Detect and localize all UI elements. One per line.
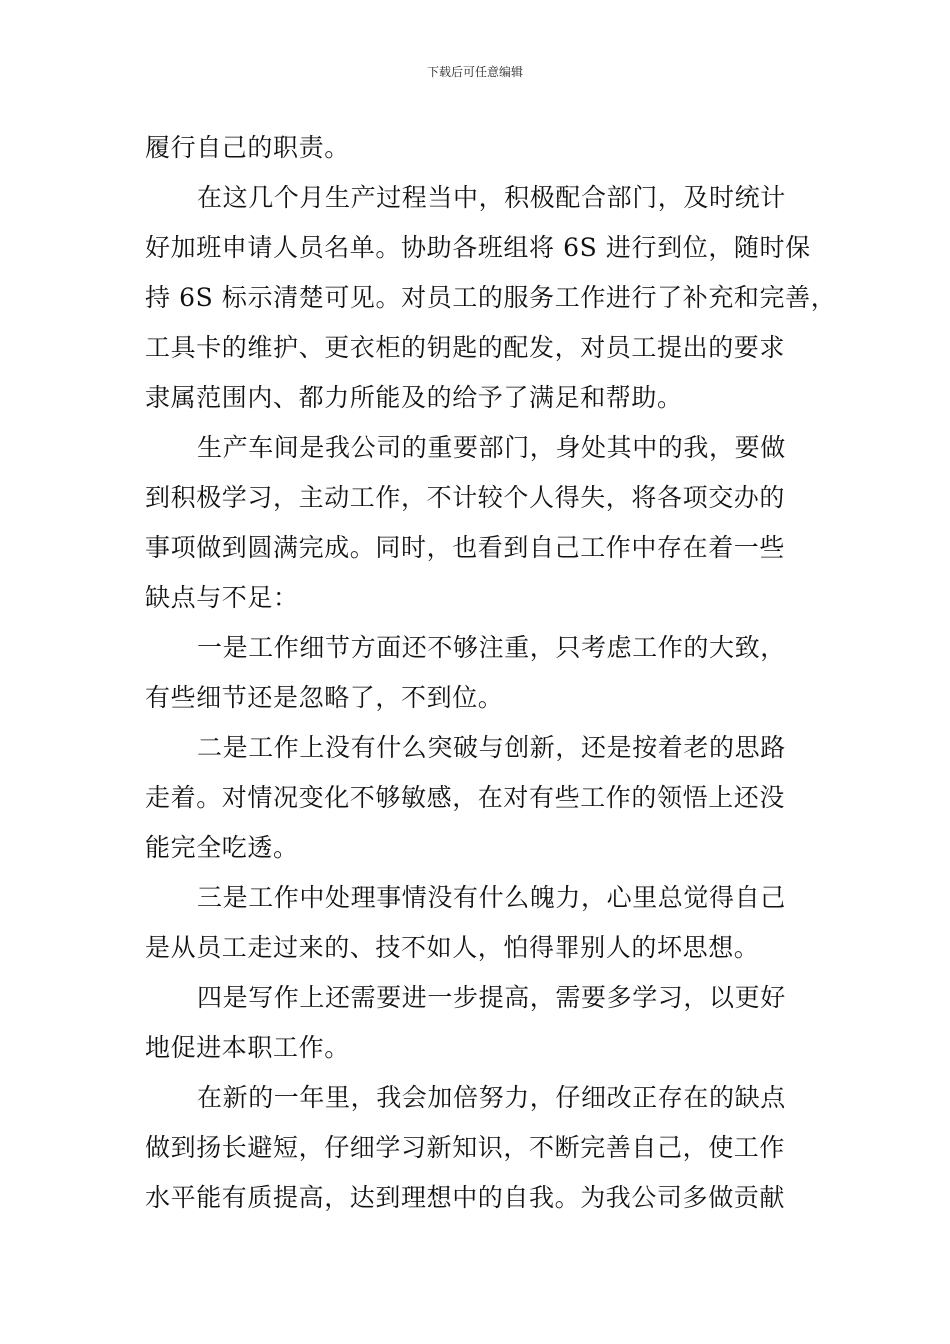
text-line: 有些细节还是忽略了，不到位。 [145,683,504,712]
paragraph-shortcoming-2 [145,723,815,873]
text-line: 在新的一年里，我会加倍努力，仔细改正存在的缺点 [197,1083,786,1112]
page-header: 下载后可任意编辑 [426,65,523,79]
paragraph-shortcoming-3 [145,873,815,973]
text-line: 隶属范围内、都力所能及的给予了满足和帮助。 [145,383,683,412]
paragraph-shortcoming-1 [145,623,815,723]
text-line: 地促进本职工作。 [145,1033,350,1062]
text-line: 生产车间是我公司的重要部门，身处其中的我，要做 [197,433,786,462]
text-line: 做到扬长避短，仔细学习新知识，不断完善自己，使工作 [145,1133,786,1162]
text-line: 能完全吃透。 [145,833,299,862]
text-line: 四是写作上还需要进一步提高，需要多学习，以更好 [197,983,786,1012]
text-line: 在这几个月生产过程当中，积极配合部门，及时统计 [197,183,786,212]
text-line: 履行自己的职责。 [145,133,350,162]
text-line: 二是工作上没有什么突破与创新，还是按着老的思路 [197,733,786,762]
paragraph-production-work [145,173,837,423]
text-line: 持 6S 标示清楚可见。对员工的服务工作进行了补充和完善， [145,283,837,312]
text-line: 好加班申请人员名单。协助各班组将 6S 进行到位，随时保 [145,233,811,262]
paragraph-shortcoming-4 [145,973,815,1073]
text-line: 水平能有质提高，达到理想中的自我。为我公司多做贡献 [145,1183,786,1212]
text-line: 走着。对情况变化不够敏感，在对有些工作的领悟上还没 [145,783,786,812]
text-line: 事项做到圆满完成。同时，也看到自己工作中存在着一些 [145,533,786,562]
text-line: 到积极学习，主动工作，不计较个人得失，将各项交办的 [145,483,786,512]
text-line: 三是工作中处理事情没有什么魄力，心里总觉得自己 [197,883,786,912]
document-body [145,123,837,1223]
paragraph-continuation [145,123,815,173]
text-line: 一是工作细节方面还不够注重，只考虑工作的大致， [197,633,786,662]
paragraph-workshop [145,423,815,623]
text-line: 是从员工走过来的、技不如人，怕得罪别人的坏思想。 [145,933,760,962]
paragraph-new-year [145,1073,815,1223]
text-line: 工具卡的维护、更衣柜的钥匙的配发，对员工提出的要求 [145,333,786,362]
text-line: 缺点与不足： [145,583,299,612]
